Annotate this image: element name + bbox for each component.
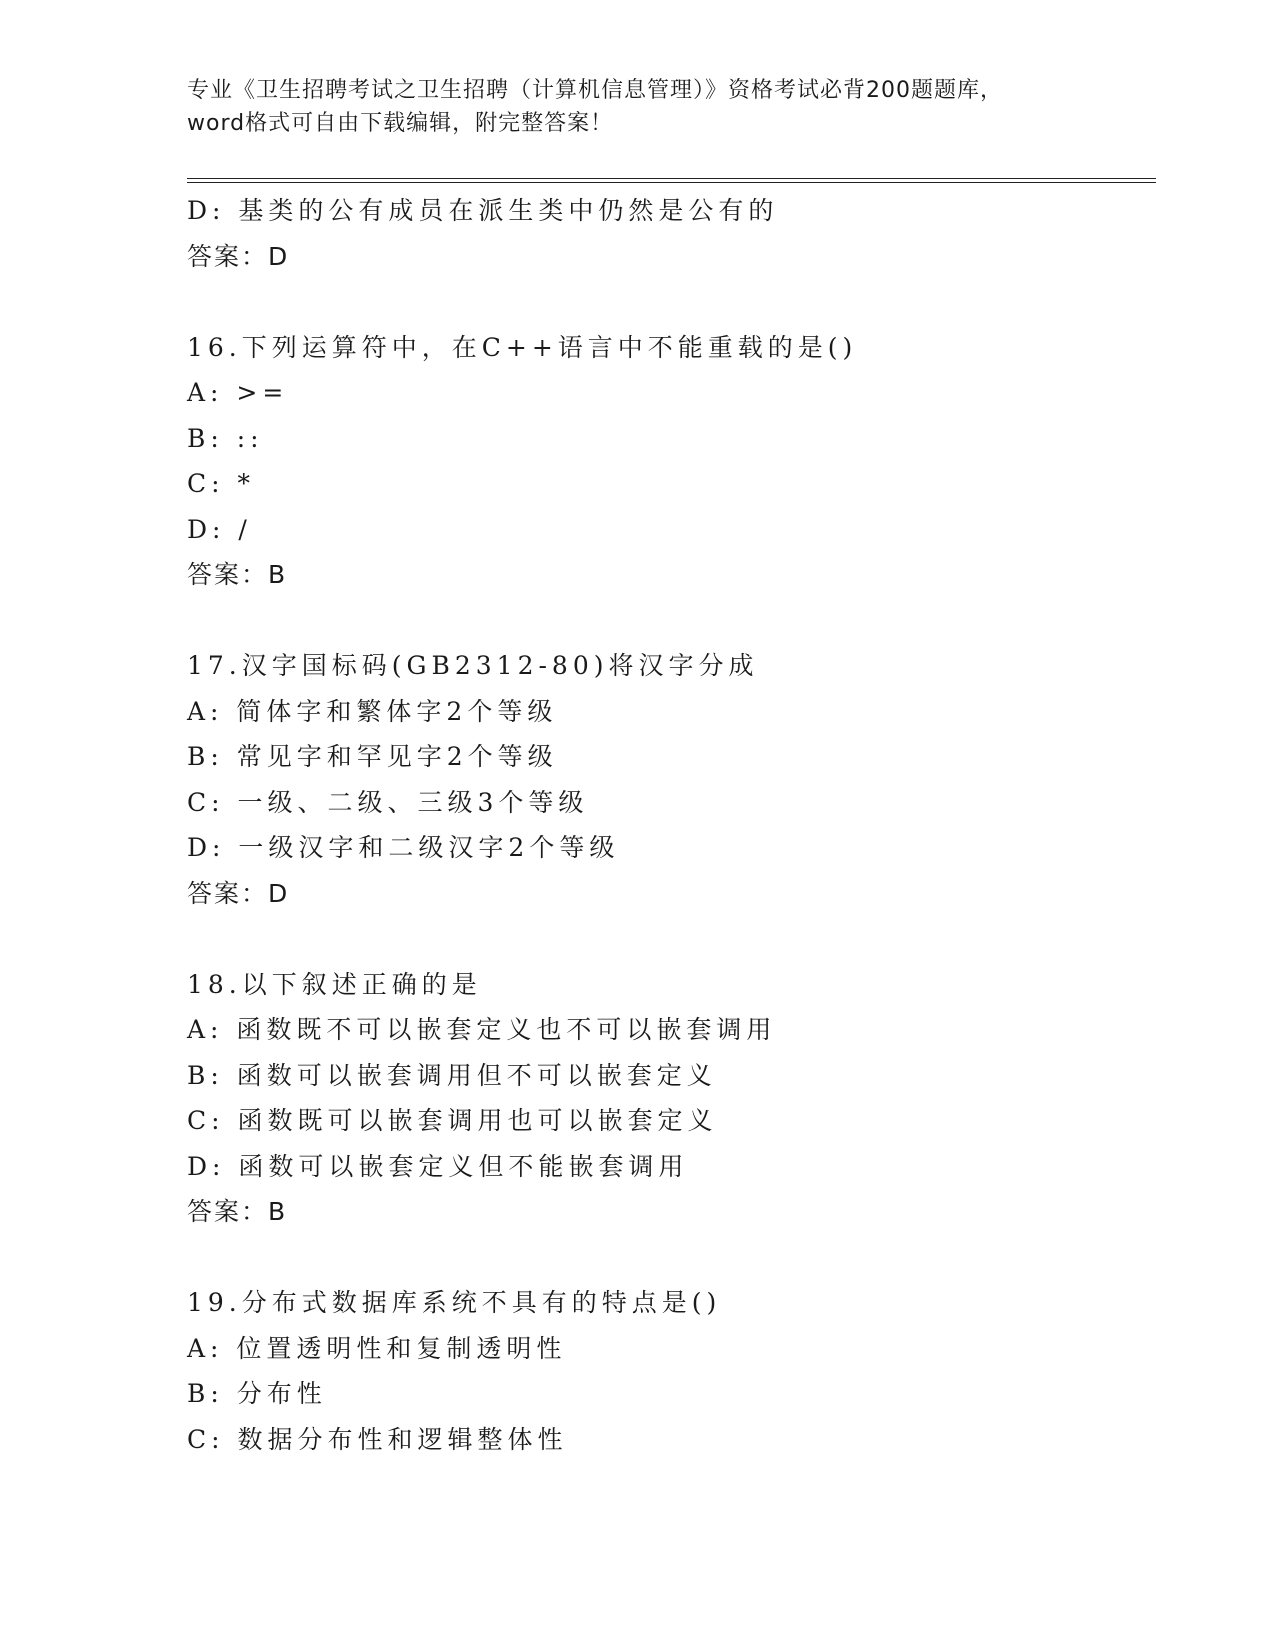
spacer — [187, 279, 1167, 325]
question-16 — [187, 325, 1167, 598]
carryover-question — [187, 188, 1167, 279]
answer-line: 答案：D — [187, 878, 290, 908]
option-c: C: 数据分布性和逻辑整体性 — [187, 1424, 568, 1454]
header-line-1: 专业《卫生招聘考试之卫生招聘（计算机信息管理）》资格考试必背200题题库， — [187, 78, 1003, 103]
option-b: B: :: — [187, 423, 264, 453]
question-stem: 19.分布式数据库系统不具有的特点是() — [187, 1288, 722, 1317]
question-19 — [187, 1280, 1167, 1462]
option-a: A: >= — [187, 378, 289, 407]
question-stem: 17.汉字国标码(GB2312-80)将汉字分成 — [187, 651, 759, 680]
header-line-2: word格式可自由下载编辑，附完整答案！ — [187, 111, 614, 136]
spacer — [187, 1235, 1167, 1281]
question-stem: 18.以下叙述正确的是 — [187, 969, 482, 999]
option-b: B: 函数可以嵌套调用但不可以嵌套定义 — [187, 1060, 717, 1090]
option-c: C: 一级、二级、三级3个等级 — [187, 787, 589, 817]
option-a: A: 简体字和繁体字2个等级 — [187, 696, 558, 726]
option-c: C: * — [187, 469, 255, 498]
question-stem: 16.下列运算符中，在C++语言中不能重载的是() — [187, 332, 858, 362]
option-a: A: 位置透明性和复制透明性 — [187, 1333, 567, 1363]
answer-line: 答案：B — [187, 1197, 288, 1226]
answer-line: 答案：B — [187, 560, 288, 589]
spacer — [187, 598, 1167, 644]
option-a: A: 函数既不可以嵌套定义也不可以嵌套调用 — [187, 1015, 777, 1044]
header-divider — [187, 178, 1156, 183]
question-list — [187, 188, 1167, 1462]
option-b: B: 分布性 — [187, 1379, 327, 1408]
spacer — [187, 916, 1167, 962]
option-d: D: 函数可以嵌套定义但不能嵌套调用 — [187, 1151, 689, 1181]
question-17 — [187, 643, 1167, 916]
option-d: D: 一级汉字和二级汉字2个等级 — [187, 833, 620, 862]
answer-line: 答案：D — [187, 241, 290, 271]
question-18 — [187, 962, 1167, 1235]
option-b: B: 常见字和罕见字2个等级 — [187, 742, 558, 771]
option-d: D: / — [187, 514, 252, 544]
option-d: D: 基类的公有成员在派生类中仍然是公有的 — [187, 196, 779, 225]
document-header — [187, 74, 1107, 140]
option-c: C: 函数既可以嵌套调用也可以嵌套定义 — [187, 1106, 718, 1135]
